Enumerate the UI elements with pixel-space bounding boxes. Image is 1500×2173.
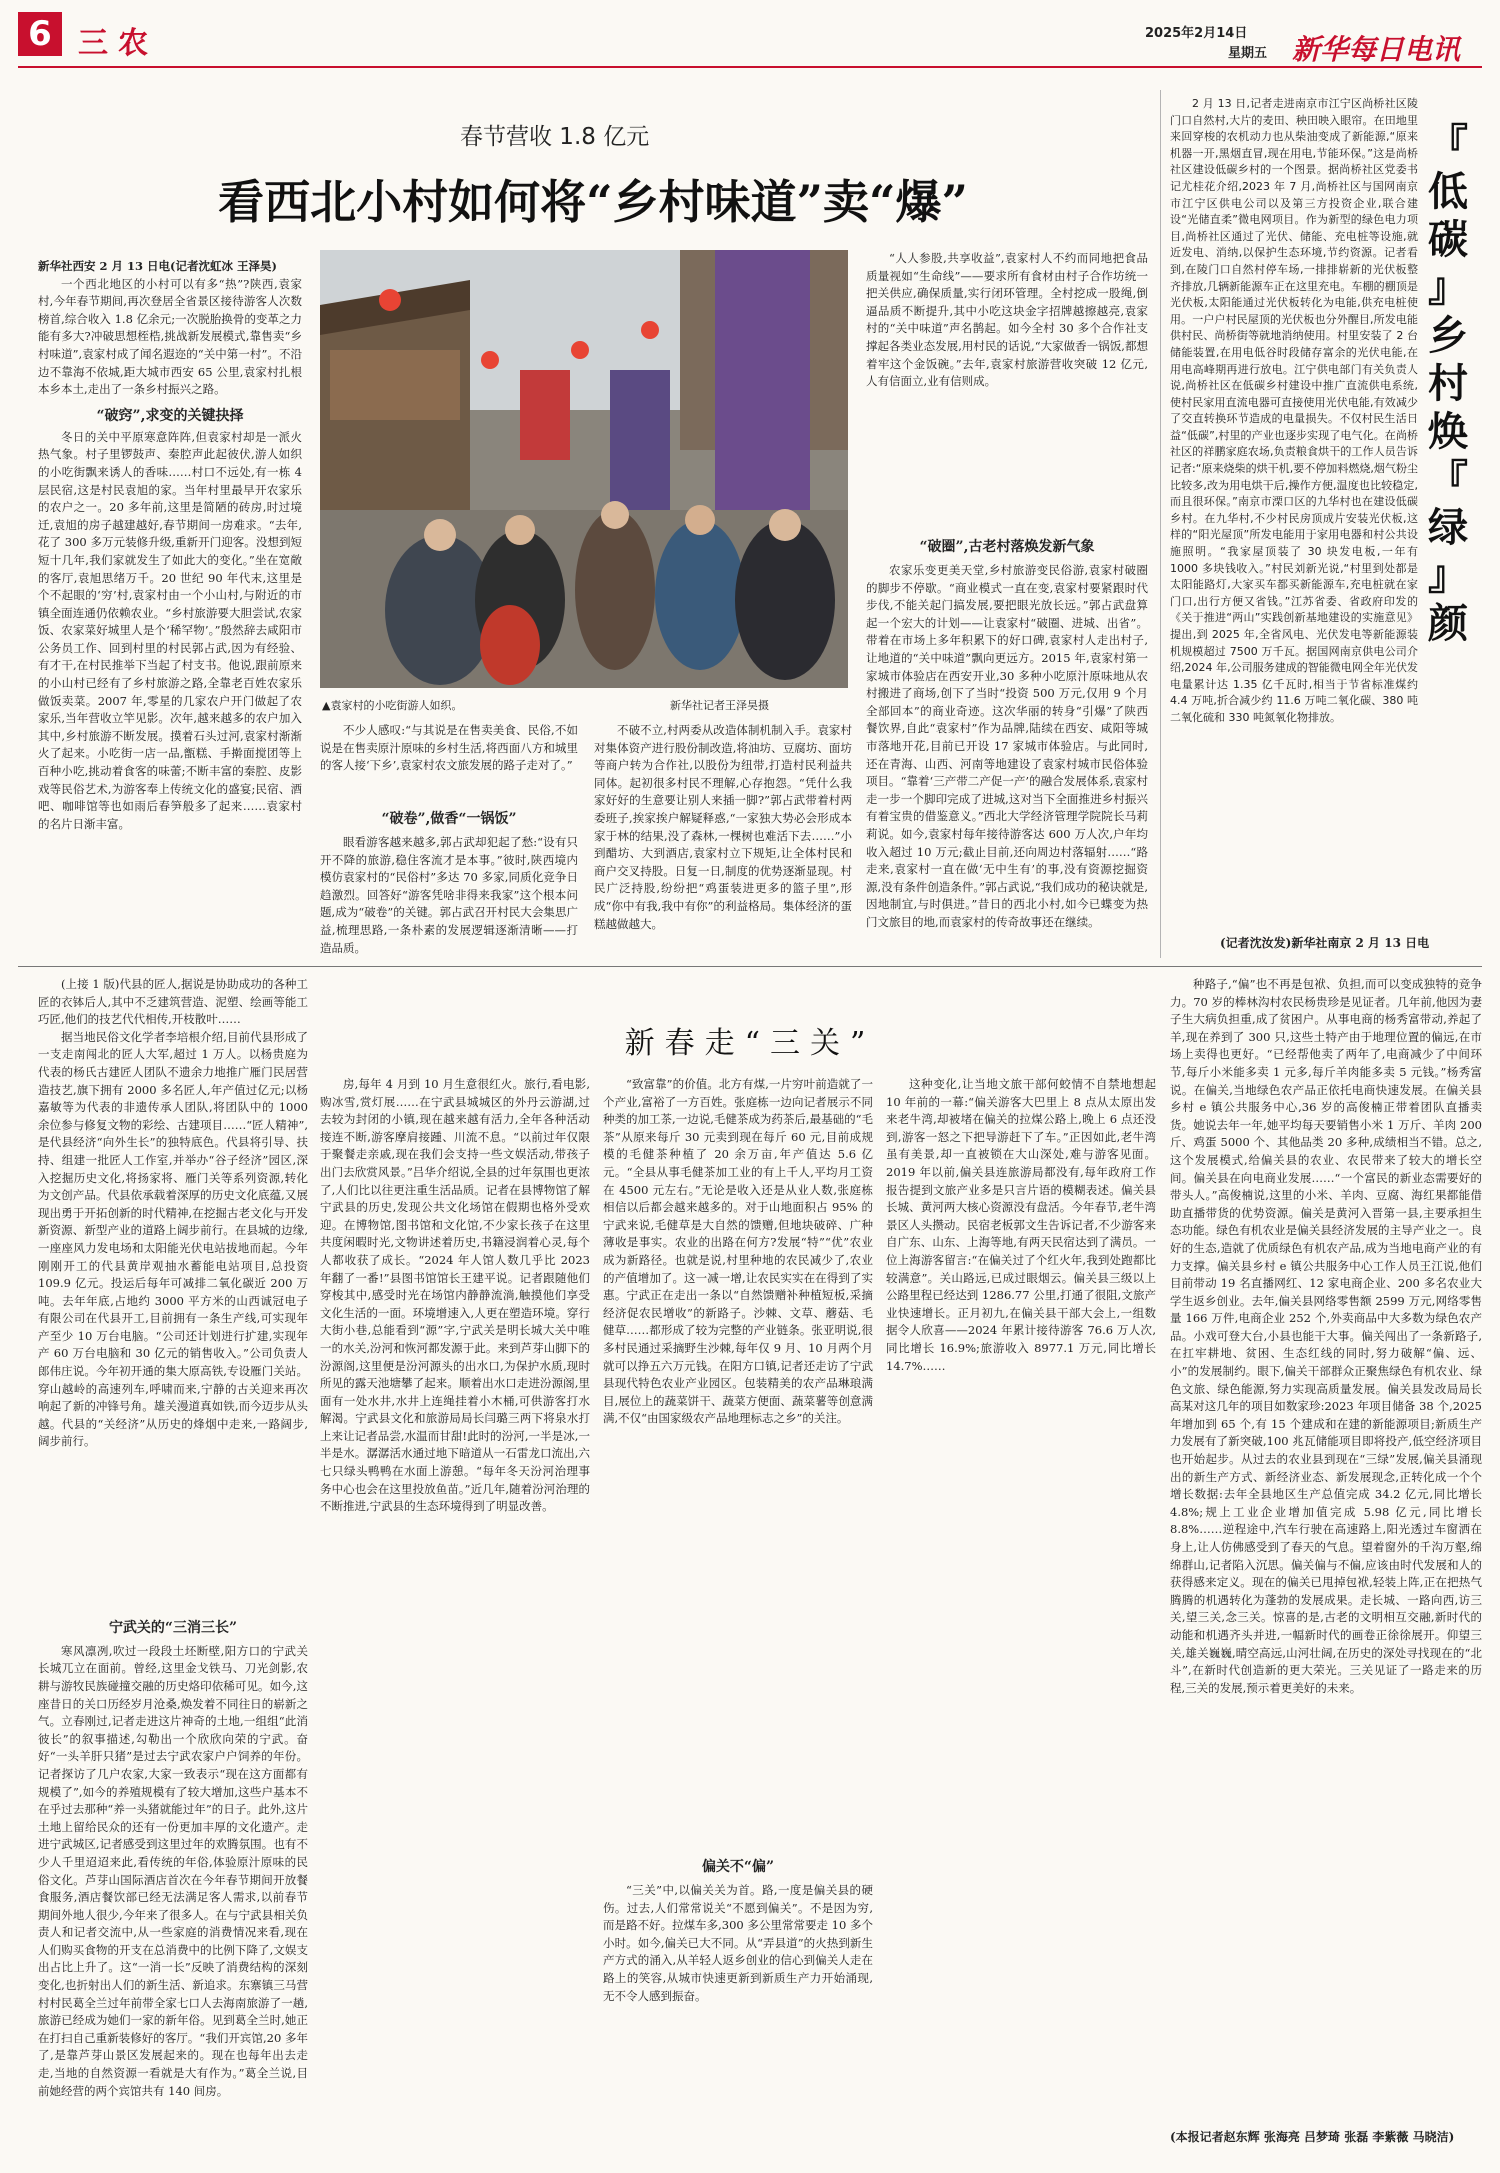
top-story-col1	[38, 258, 302, 956]
bottom-story-subhead-2: 偏关不“偏”	[701, 1859, 775, 1875]
side-story-body: 2 月 13 日,记者走进南京市江宁区尚桥社区陵门口自然村,大片的麦田、秧田映入眼帘。在田地里来回穿梭的农机动力也从柴油变成了新能源,“原来机器一开,黑烟直冒,现在用电,节能环保。”这是尚桥社区建设低碳乡村的一个图景。据尚桥社区党委书记尤桂花介绍,2023 年 7 月,尚桥社区与国网南京市江宁区供电公司以及第三方投资企业,联合建设“光储直柔”微电网项目。作为新型的绿色电力项目,尚桥社区通过了光伏、储能、充电桩等设施,就近发电、消纳,以保护生态环境,节约资源。记者看到,在陵门口自然村停车场,一排排崭新的光伏板整齐排放,几辆新能源车正在这里充电。车棚的棚顶是光伏板,太阳能通过光伏板转化为电能,供充电桩使用。一户户村民屋顶的光伏板也分外醒目,所发电能供村民、尚桥街等就地消纳使用。村里安装了 2 台储能装置,在用电低谷时段储存富余的光伏电能,在用电高峰期再进行放电。江宁供电部门有关负责人说,尚桥社区在低碳乡村建设中推广直流供电系统,使村民家用直流电器可直接使用光伏电能,有效减少了交直转换环节造成的电量损失。不仅村民生活日益“低碳”,村里的产业也逐步实现了电气化。在尚桥社区的祥鹏家庭农场,负责粮食烘干的工作人员告诉记者:“原来烧柴的烘干机,要不停加料燃烧,烟气粉尘比较多,改为用电烘干后,操作方便,温度也比较稳定,而且很环保。”南京市溧口区的九华村也在建设低碳乡村。在九华村,不少村民房顶成片安装光伏板,这样的“阳光屋顶”所发电能用于家用电器和村公共设施照明。“我家屋顶装了 30 块发电板,一年有 1000 多块钱收入。”村民刘新光说,“村里到处都是太阳能路灯,大家买车都买新能源车,充电桩就在家门口,出行方便又省钱。”江苏省委、省政府印发的《关于推进“两山”实践创新基地建设的实施意见》提出,到 2025 年,全省风电、光伏发电等新能源装机规模超过 7500 万千瓦。据国网南京供电公司介绍,2024 年,公司服务建成的智能微电网全年光伏发电量累计达 1.35 亿千瓦时,相当于节省标准煤约 4.4 万吨,折合减少约 11.6 万吨二氧化碳、380 吨二氧化硫和 330 吨氮氧化物排放。	[1170, 97, 1418, 724]
section-name: 三农	[78, 26, 158, 61]
bottom-col3	[603, 1076, 873, 2158]
issue-date: 2025年2月14日	[1145, 26, 1248, 41]
bottom-story-body-1: 据当地民俗文化学者李培根介绍,目前代县形成了一支走南闯北的匠人大军,超过 1 万人。以杨贵庭为代表的杨氏古建匠人团队不遗余力地推广雁门民居营造技艺,旗下拥有 2000 多名匠人,年产值过亿元;以杨嘉敏等为代表的非遗传承人团队,将团队中的 1000 余位参与修复文物的彩绘、古建项目……“匠人精神”,是代县经济“向外生长”的独特底色。代县将引导、扶持、组建一批匠人工作室,并举办“谷子经济”园区,深入挖掘历史文化,将扬家将、雁门关等系列资源,转化为文创产品。代县依承载着深厚的历史文化底蕴,又展现出勇于开拓创新的时代精神,在挖掘古老文化与开发新资源、新型产业的道路上阔步前行。在县城的边缘,一座座风力发电场和太阳能光伏电站拔地而起。今年刚刚开工的代县黄岸观抽水蓄能电站项目,总投资 109.9 亿元。投运后每年可减排二氧化碳近 200 万吨。去年年底,占地约 3000 平方米的山西诚冠电子有限公司在代县开工,目前拥有一条生产线,可实现年产至少 10 万台电脑。“公司还计划进行扩建,实现年产 60 万台电脑和 30 亿元的销售收入。”公司负责人郎伟庄说。今年初开通的集大原高铁,专设雁门关站。穿山越岭的高速列车,呼啸而来,宁静的古关迎来再次响起了新的冲锋号角。雄关漫道真如铁,而今迈步从头越。代县的“关经济”从历史的烽烟中走来,一路阔步,阔步前行。	[38, 1029, 308, 1449]
bottom-col1	[38, 976, 308, 2158]
photo-credit: 新华社记者王泽昊摄	[670, 699, 769, 712]
page-number-box	[18, 12, 62, 56]
top-story-lede: 一个西北地区的小村可以有多“热”?陕西,袁家村,今年春节期间,再次登居全省景区接待游客人次数榜首,综合收入 1.8 亿余元;一次脱胎换骨的变革之力能有多大?冲破思想桎梏,挑战新发展模式,靠售卖“乡村味道”,袁家村成了闻名遐迩的“关中第一村”。不沿边不靠海不依城,距大城市西安 65 公里,袁家村扎根本乡本土,走出了一条乡村振兴之路。	[38, 276, 302, 397]
top-story-col4	[866, 250, 1148, 958]
side-story-divider	[1160, 90, 1161, 958]
bottom-story-body-7: 种路子,“偏”也不再是包袱、负担,而可以变成独特的竞争力。70 岁的棒林沟村农民杨贵珍是见证者。几年前,他因为妻子生大病负担重,成了贫困户。从事电商的杨秀富带动,养起了羊,现在养到了 300 只,这些土特产由于地理位置的偏远,在市场上卖得也更好。“已经帮他卖了两年了,电商减少了中间环节,每斤小米能多卖 1 元多,每斤羊肉能多卖 5 元钱。”杨秀富说。在偏关,当地绿色农产品正依托电商快速发展。在偏关县乡村 e 镇公共服务中心,36 岁的高俊楠正带着团队直播卖货。她说去年一年,她平均每天要销售小米 1 万斤、羊肉 200 斤、鸡蛋 5000 个、其他品类 20 多种,成绩相当不错。总之,这个发展模式,给偏关县的农业、农民带来了较大的增长空间。偏关县在向电商业发展……“一个富民的新业态需要好的带头人。”高俊楠说,这里的小米、羊肉、豆腐、海红果都能借助直播带货的优势资源。偏关是黄河入晋第一县,主要承担生态功能。绿色有机农业是偏关县经济发展的主导产业之一。良好的生态,造就了优质绿色有机农产品,成为当地电商产业的有力支撑。偏关县乡村 e 镇公共服务中心工作人员王江说,他们目前带动 19 名直播网红、12 家电商企业、200 多名农业大学生返乡创业。去年,偏关县网络零售额 2599 万元,网络零售量 166 万件,电商企业 252 个,外卖商品中大多数为绿色农产品。小戏可登大台,小县也能干大事。偏关闯出了一条新路子,在扛牢耕地、贫困、生态红线的同时,努力破解“偏、远、小”的发展制约。眼下,偏关干部群众正聚焦绿色有机农业、绿色文旅、绿色能源,努力实现高质量发展。偏关县发改局局长高某对这几年的项目如数家珍:2023 年项目储备 38 个,2025 年增加到 65 个,有 15 个建成和在建的新能源项目;新质生产力发展有了新突破,100 兆瓦储能项目即将投产,低空经济项目也开始起步。从过去的农业县到现在“三绿”发展,偏关县涌现出的新生产方式、新经济业态、新发展现念,正转化成一个个增长数据:去年全县地区生产总值完成 34.2 亿元,同比增长 4.8%;规上工业企业增加值完成 5.98 亿元,同比增长 8.8%……逆程途中,汽车行驶在高速路上,阳光透过车窗洒在身上,让人仿佛感受到了春天的气息。望着窗外的千沟万壑,绵绵群山,记者陷入沉思。偏关偏与不偏,应该由时代发展和人的获得感来定义。现在的偏关已甩掉包袱,轻装上阵,正在把热气腾腾的机遇转化为蓬勃的发展成果。走长城、一路向西,访三关,望三关,念三关。惊喜的是,古老的文明相互交融,新时代的动能和机遇齐头并进,一幅新时代的画卷正徐徐展开。仰望三关,雄关巍巍,晴空高远,山河壮阔,在历史的深处寻找现在的“北斗”,在新时代创造新的更大荣光。三关见证了一路走来的历程,三关的发展,预示着更美好的未来。	[1170, 977, 1482, 1695]
header-rule	[18, 66, 1482, 68]
top-story-headline: 看西北小村如何将“乡村味道”卖“爆”	[218, 175, 968, 229]
bottom-story-body-5: “三关”中,以偏关关为首。路,一度是偏关县的硬伤。过去,人们常常说关“不愿到偏关”。不是因为穷,而是路不好。拉煤车多,300 多公里常常要走 10 多个小时。如今,偏关已大不同。从“弄县道”的火热到新生产方式的涌入,从羊轻人返乡创业的信心到偏关人走在路上的笑容,从城市快速更新到新质生产力开始涌现,无不令人感到振奋。	[603, 1883, 873, 2003]
top-story-body-5: “人人参股,共享收益”,袁家村人不约而同地把食品质量视如“生命线”——要求所有食材由村子合作坊统一把关供应,确保质量,实行闭环管理。全村挖成一股绳,倒逼品质不断提升,其中小吃这块金字招牌越擦越亮,袁家村的“关中味道”声名鹊起。如今全村 30 多个合作社支撑起各类业态发展,用村民的话说,“大家做香一锅饭,都想着牢这个金饭碗。”去年,袁家村旅游营收突破 12 亿元,人有信面立,业有信则成。	[866, 251, 1148, 389]
bottom-story-body-2: 寒风凛冽,吹过一段段土坯断壁,阳方口的宁武关长城兀立在面前。曾经,这里金戈铁马、刀光剑影,农耕与游牧民族碰撞交融的历史烙印依稀可见。如今,这座昔日的关口历经岁月沧桑,焕发着不同往日的崭新之气。立春刚过,记者走进这片神奇的土地,一组组“此消彼长”的叙事描述,勾勒出一个欣欣向荣的宁武。奋好“一头羊肝只猪”是过去宁武农家户户饲养的年份。记者探访了几户农家,大家一致表示“现在这方面都有规模了”,如今的养殖规模有了较大增加,这些户基本不在乎过去那种“养一头猪就能过年”的日子。此外,这片土地上留给民众的还有一份更加丰厚的文化遗产。走进宁武城区,记者感受到这里过年的欢腾氛围。也有不少人千里迢迢来此,看传统的年俗,体验原汁原味的民俗文化。芦芽山国际酒店首次在今年春节期间开放餐食服务,酒店餐饮部已经无法满足客人需求,以前春节期间外地人很少,今年来了很多人。在与宁武县相关负责人和记者交流中,从一些家庭的消费情况来看,现在人们购买食物的开支在总消费中的比例下降了,文娱支出占比上升了。这“一消一长”反映了消费结构的深刻变化,也折射出人们的新生活、新追求。东寨镇三马营村村民葛全兰过年前带全家七口人去海南旅游了一趟,旅游已经成为她们一家的新年俗。见到葛全兰时,她正在打扫自己重新装修好的客厅。“我们开宾馆,20 多年了,是靠芦芽山景区发展起来的。现在也每年出去走走,当地的自然资源一看就是大有作为。”葛全兰说,目前她经营的两个宾馆共有 140 间房。	[38, 1643, 308, 2098]
bottom-story-body-3: 房,每年 4 月到 10 月生意很红火。旅行,看电影,购冰雪,赏灯展……在宁武县城城区的外丹云游湖,过去较为封闭的小镇,现在越来越有活力,全年各种活动接连不断,游客摩肩接踵、川流不息。“以前过年仅限于聚餐走亲戚,现在我们会支持一些文娱活动,带孩子出门去欣赏风景。”吕华介绍说,全县的过年氛围也更浓了,人们比以往更注重生活品质。记者在县博物馆了解宁武县的历史,发现公共文化场馆在假期也格外受欢迎。在博物馆,图书馆和文化馆,不少家长孩子在这里共度闲暇时光,文物讲述着历史,书籍浸润着心灵,每个人都收获了成长。“2024 年人馆人数几乎比 2023 年翻了一番!”县图书馆馆长王建平说。记者跟随他们穿梭其中,感受时光在场馆内静静流淌,触摸他们享受文化生活的一面。环境增速入,人更在塑造环境。穿行大街小巷,总能看到“源”字,宁武关是明长城大关中唯一的水关,汾河和恢河都发源于此。来到芦芽山脚下的汾源阁,这里便是汾河源头的出水口,为保护水质,现时所见的露天池塘攀了起来。顺着出水口走进汾源阁,里面有一处水井,水井上连绳挂着小木桶,可供游客打水解渴。宁武县文化和旅游局局长闫璐三两下将泉水打上来让记者品尝,水温而甘甜!此时的汾河,一半是冰,一半是水。潺潺活水通过地下暗道从一石雷龙口流出,六七只绿头鸭鸭在水面上游憩。“每年冬天汾河治理事务中心也会在这里投放鱼苗。”近几年,随着汾河治理的不断推进,宁武县的生态环境得到了明显改善。	[320, 1077, 590, 1514]
top-story-dateline: 新华社西安 2 月 13 日电(记者沈虹冰 王泽昊)	[38, 259, 277, 273]
bottom-story-body-4: “致富靠”的价值。北方有煤,一片穷叶前造就了一个产业,富裕了一方百姓。张庭栋一边向记者展示不同种类的加工茶,一边说,毛健茶成为药茶后,最基础的“毛茶”从原来每斤 30 元卖到现在每斤 60 元,目前成规模的毛健茶种植了 20 余万亩,年产值达 5.6 亿元。“全县从事毛健茶加工业的有上千人,平均月工资在 4500 元左右。”无论是收入还是从业人数,张庭栋相信以后都会越来越多的。对于山地面积占 95% 的宁武来说,毛健草是大自然的馈赠,但地块破碎、广种薄收是事实。农业的出路在何方?发展“特”“优”农业成为新路径。也就是说,村里种地的农民减少了,农业的产值增加了。这一减一增,让农民实实在在得到了实惠。宁武正在走出一条以“自然馈赠补种植短板,采摘经济促农民增收”的新路子。沙棘、文草、蘑菇、毛健草……都形成了较为完整的产业链条。张亚明说,很多村民通过采摘野生沙棘,每年仅 9 月、10 月两个月就可以挣五六万元钱。在阳方口镇,记者还走访了宁武县现代特色农业产业园区。包装精美的农产品琳琅满目,展位上的蔬菜饼干、蔬菜方便面、蔬菜薯等创意满满,不仅“由国家级农产品地理标志之乡”的关注。	[603, 1077, 873, 1426]
masthead-brand: 新华每日电讯	[1292, 33, 1461, 66]
side-story-title: 『 低 碳 』 乡 村 焕 『 绿 』 颜	[1428, 120, 1468, 647]
issue-weekday: 星期五	[1228, 46, 1268, 61]
bottom-story-subhead-1: 宁武关的“三消三长”	[108, 1619, 238, 1636]
bottom-story-credits: (本报记者赵东辉 张海亮 吕梦琦 张磊 李紫薇 马晓洁)	[1170, 2130, 1455, 2144]
top-story-subhead-3: “破圈”,古老村落焕发新气象	[919, 539, 1095, 555]
section-divider	[18, 966, 1482, 967]
bottom-story-lede: (上接 1 版)代县的匠人,据说是协助成功的各种工匠的衣钵后人,其中不乏建筑营造、泥塑、绘画等能工巧匠,他们的技艺代代相传,开枝散叶……	[38, 977, 308, 1027]
top-story-subhead-2: “破卷”,做香“一锅饭”	[381, 811, 517, 827]
top-story-body-2: 不少人感叹:“与其说是在售卖美食、民俗,不如说是在售卖原汁原味的乡村生活,将西面八方和城里的客人接‘下乡’,袁家村农文旅发展的路子走对了。”	[320, 723, 578, 773]
top-story-body-1: 冬日的关中平原寒意阵阵,但袁家村却是一派火热气象。村子里锣鼓声、秦腔声此起彼伏,游人如织的小吃街飘来诱人的香味……村口不远处,有一栋 4 层民宿,这是村民袁旭的家。当年村里最早开农家乐的农户之一。20 多年前,这里是简陋的砖房,时过境迁,袁旭的房子越建越好,春节期间一房难求。“去年,花了 300 多万元装修升级,重新开门迎客。没想到短短十几年,我们家就发生了如此大的变化。”坐在宽敞的客厅,袁旭思绪万千。20 世纪 90 年代末,这里是个不起眼的‘穷’村,袁家村由一个小山村,与附近的市镇全面连通仍依赖农业。“乡村旅游要大胆尝试,农家饭、农家菜好城里人是个‘稀罕物’。”殷然辞去咸阳市公务员工作、回到村里的村民郭占武,因为有经验、有才干,在村民推举下当起了村支书。他说,跟前原来的小山村已经有了乡村旅游之路,全靠老百姓农家乐做饭卖菜。2007 年,零星的几家农户开门做起了农家乐,当年营收立竿见影。次年,越来越多的农户加入其中,乡村旅游不断发展。摸着石头过河,袁家村渐渐火了起来。小吃街一店一品,甑糕、手擀面搅团等上百种小吃,挑动着食客的味蕾;不断丰富的秦腔、皮影戏等民俗艺术,为游客奉上传统文化的盛宴;民宿、酒吧、咖啡馆等也如雨后春笋般多了起来……袁家村的名片日渐丰富。	[38, 429, 302, 831]
top-story-body-4: 不破不立,村两委从改造体制机制入手。袁家村对集体资产进行股份制改造,将油坊、豆腐坊、面坊等商户转为合作社,以股份为纽带,打造村民利益共同体。起初很多村民不理解,心存抱怨。“凭什么我家好好的生意要让别人来插一脚?”郭占武带着村两委班子,挨家挨户解疑释惑,“一家独大势必会形成本家于林的结果,没了森林,一棵树也难活下去……”小到醋坊、大到酒店,袁家村立下规矩,让全体村民和商户交叉持股。日复一日,制度的优势逐渐显现。村民广泛持股,纷纷把“鸡蛋装进更多的篮子里”,形成“你中有我,我中有你”的利益格局。集体经济的蛋糕越做越大。	[594, 723, 852, 931]
top-story-body-6: 农家乐变更美天堂,乡村旅游变民俗游,袁家村破圈的脚步不停歇。“商业模式一直在变,袁家村要紧跟时代步伐,不能关起门搞发展,要把眼光放长远。”郭占武盘算起一个宏大的计划——让袁家村“破圈、进城、出省”。带着在市场上多年积累下的好口碑,袁家村人走出村子,让地道的“关中味道”飘向更远方。2015 年,袁家村第一家城市体验店在西安开业,30 多种小吃原汁原味地从农村搬进了商场,创下了当时“投资 500 万元,仅用 9 个月全部回本”的商业奇迹。这次华丽的转身“引爆”了陕西餐饮界,自此“袁家村”作为品牌,陆续在西安、咸阳等城市落地开花,目前已开设 17 家城市体验店。与此同时,还在青海、山西、河南等地建设了袁家村城市民俗体验项目。“靠着‘三产带二产促一产’的融合发展体系,袁家村走一步一个脚印完成了进城,这对当下全面推进乡村振兴有着宝贵的借鉴意义。”西北大学经济管理学院院长马莉莉说。如今,袁家村每年接待游客达 600 万人次,户年均收入超过 10 万元;截止目前,还向周边村落辐射……“路走来,袁家村一直在做‘无中生有’的事,没有资源挖掘资源,没有条件创造条件。”郭占武说,“我们成功的秘诀就是,因地制宜,与时俱进。”昔日的西北小村,如今已蝶变为热门文旅目的地,而袁家村的传奇故事还在继续。	[866, 563, 1148, 929]
top-story-photo	[320, 250, 848, 688]
photo-caption: ▲袁家村的小吃街游人如织。	[322, 699, 463, 712]
bottom-story-body-6: 这种变化,让当地文旅干部何蛟情不自禁地想起 10 年前的一幕:“偏关游客大巴里上 8 点从太原出发来老牛湾,却被堵在偏关的拉煤公路上,晚上 6 点还没到,游客一怒之下把导游赶下了车。”正因如此,老牛湾虽有美景,却一直被锁在大山深处,难与游客见面。2019 年以前,偏关县连旅游局都没有,每年政府工作报告提到文旅产业多是只言片语的模糊表述。偏关县长城、黄河两大核心资源没有盘活。今年春节,老牛湾景区人头攒动。民宿老板郭文生告诉记者,不少游客来自广东、山东、上海等地,有两天民宿达到了满员。一位上海游客留言:“在偏关过了个红火年,我到处跑都比较满意”。关山路远,已成过眼烟云。偏关县三级以上公路里程已经达到 1286.77 公里,打通了很阻,文旅产业快速增长。正月初九,在偏关县干部大会上,一组数据令人欣喜——2024 年累计接待游客 76.6 万人次,同比增长 16.9%;旅游收入 8977.1 万元,同比增长 14.7%……	[886, 1077, 1156, 1373]
village-street-scene	[320, 250, 848, 688]
side-story-byline: (记者沈汝发)新华社南京 2 月 13 日电	[1220, 936, 1430, 950]
top-story-body-3: 眼看游客越来越多,郭占武却犯起了愁:“设有只开不降的旅游,稳住客流才是本事。”彼时,陕西境内模仿袁家村的“民俗村”多达 70 多家,同质化竞争日趋激烈。回答好“游客凭啥非得来我家”这个根本问题,成为“破卷”的关键。郭占武召开村民大会集思广益,梳理思路,一条朴素的发展逻辑逐渐清晰——打造品质。	[320, 835, 578, 955]
bottom-story-headline: 新春走“三关”	[624, 1026, 876, 1061]
top-story-kicker: 春节营收 1.8 亿元	[460, 124, 650, 150]
top-story-subhead-1: “破窍”,求变的关键抉择	[96, 407, 244, 424]
page-number: 6	[28, 14, 52, 54]
